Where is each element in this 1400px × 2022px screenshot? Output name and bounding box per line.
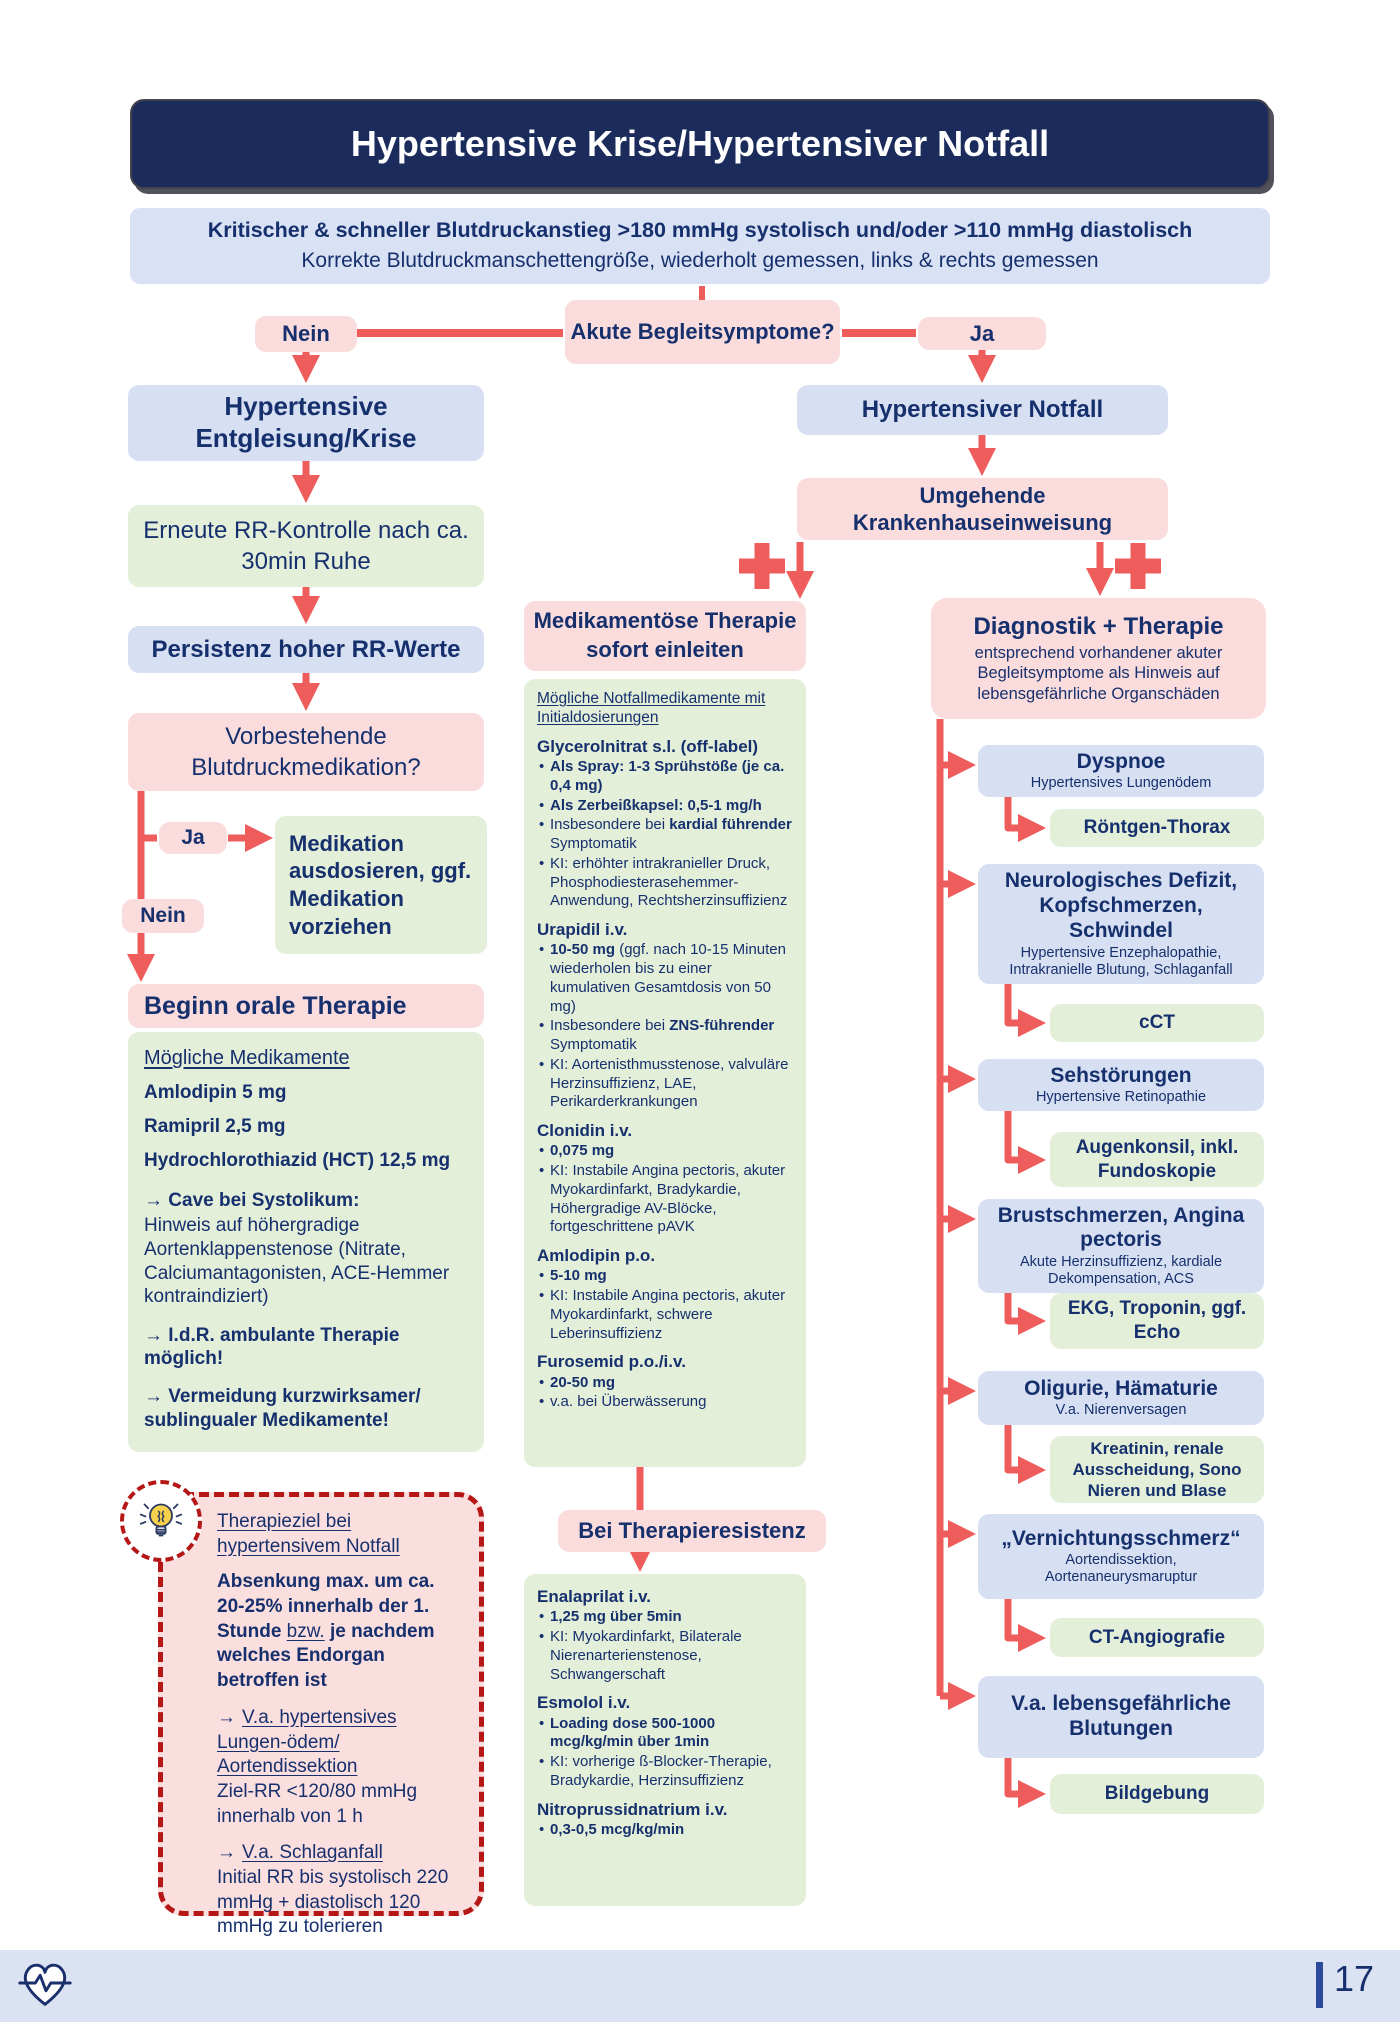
lightbulb-icon — [139, 1499, 183, 1543]
drug-bullet: • KI: erhöhter intrakranieller Druck, Phosphodiesterasehemmer-Anwendung, Rechtsherzinsuffizienz — [537, 855, 793, 911]
symptom-box-oligurie: Oligurie, Hämaturie V.a. Nierenversagen — [978, 1371, 1264, 1425]
drug-bullet: • 5-10 mg — [537, 1267, 793, 1286]
goal-heading: Therapieziel bei hypertensivem Notfall — [217, 1511, 400, 1557]
oral-med-item: Ramipril 2,5 mg — [144, 1115, 286, 1137]
recheck-box: Erneute RR-Kontrolle nach ca. 30min Ruhe — [128, 505, 484, 587]
workup-box-bildgebung: Bildgebung — [1050, 1774, 1264, 1814]
drug-bullet: • Als Spray: 1-3 Sprühstöße (je ca. 0,4 mg) — [537, 758, 793, 796]
drug-name: Enalaprilat i.v. — [537, 1587, 652, 1606]
drug-bullet: • Insbesondere bei ZNS-führender Symptomatik — [537, 1017, 793, 1055]
workup-box-kreatinin: Kreatinin, renale Ausscheidung, Sono Nieren und Blase — [1050, 1436, 1264, 1503]
premed-question-box: Vorbestehende Blutdruckmedikation? — [128, 713, 484, 791]
drug-name: Esmolol i.v. — [537, 1693, 631, 1713]
decision-yes-box: Ja — [918, 317, 1046, 350]
workup-box-roentgen: Röntgen-Thorax — [1050, 809, 1264, 847]
oral-med-item: Amlodipin 5 mg — [144, 1082, 287, 1103]
oral-meds-heading: Mögliche Medikamente — [144, 1047, 350, 1069]
drug-bullets — [537, 1267, 793, 1343]
cave-note-text: Hinweis auf höhergradige Aortenklappenstenose (Nitrate, Calciumantagonisten, ACE-Hemmer kontraindiziert) — [144, 1215, 450, 1308]
goal-case-stroke-text: Initial RR bis systolisch 220 mmHg + diastolisch 120 mmHg zu tolerieren — [217, 1866, 449, 1938]
premed-yes-box: Ja — [159, 822, 227, 854]
drug-bullet: • Insbesondere bei kardial führender Symptomatik — [537, 816, 793, 854]
drug-bullets — [537, 941, 793, 1112]
workup-box-ekg: EKG, Troponin, ggf. Echo — [1050, 1293, 1264, 1349]
avoid-note: → Vermeidung kurzwirksamer/ sublingualer Medikamente! — [144, 1386, 421, 1431]
outpatient-note: → I.d.R. ambulante Therapie möglich! — [144, 1325, 400, 1370]
drug-bullets — [537, 1821, 793, 1840]
symptom-box-dyspnoe: Dyspnoe Hypertensives Lungenödem — [978, 745, 1264, 797]
med-list-heading: Mögliche Notfallmedikamente mit Initialdosierungen — [537, 690, 766, 727]
plus-icon — [1115, 543, 1161, 589]
drug-bullet: • 0,3-0,5 mcg/kg/min — [537, 1821, 793, 1840]
diagnostics-header — [931, 598, 1266, 719]
drug-bullet: • KI: Myokardinfarkt, Bilaterale Nierenarterienstenose, Schwangerschaft — [537, 1628, 793, 1684]
diagnostics-subtitle: entsprechend vorhandener akuter Begleitsymptome als Hinweis auf lebensgefährliche Organschäden — [974, 644, 1223, 703]
drug-bullet: • Als Zerbeißkapsel: 0,5-1 mg/h — [537, 797, 793, 816]
decision-no-box: Nein — [255, 316, 357, 352]
drug-bullet: • 0,075 mg — [537, 1142, 793, 1161]
page-number-bar — [1316, 1962, 1323, 2008]
oral-med-item: Hydrochlorothiazid (HCT) 12,5 mg — [144, 1149, 451, 1171]
adjust-medication-box: Medikation ausdosieren, ggf. Medikation vorziehen — [275, 816, 487, 954]
symptom-box-sehstoerungen: Sehstörungen Hypertensive Retinopathie — [978, 1059, 1264, 1111]
drug-bullets — [537, 1715, 793, 1791]
heart-pulse-icon — [14, 1952, 76, 2014]
symptom-box-brustschmerzen: Brustschmerzen, Angina pectoris Akute Herzinsuffizienz, kardiale Dekompensation, ACS — [978, 1199, 1264, 1293]
goal-case-stroke: → V.a. Schlaganfall Initial RR bis systolisch 220 mmHg + diastolisch 120 mmHg zu tolerieren — [217, 1841, 465, 1940]
workup-box-ct-angiografie: CT-Angiografie — [1050, 1618, 1264, 1657]
resistance-header: Bei Therapieresistenz — [558, 1510, 826, 1552]
symptom-box-neuro: Neurologisches Defizit, Kopfschmerzen, Schwindel Hypertensive Enzephalopathie, Intrakranielle Blutung, Schlaganfall — [978, 864, 1264, 984]
drug-bullets — [537, 1374, 793, 1413]
symptom-box-vernichtungsschmerz: „Vernichtungsschmerz“ Aortendissektion, Aortenaneurysmaruptur — [978, 1514, 1264, 1599]
drug-name: Amlodipin p.o. — [537, 1246, 656, 1265]
drug-bullet: • v.a. bei Überwässerung — [537, 1393, 793, 1412]
drug-bullets — [537, 1608, 793, 1684]
lightbulb-badge — [120, 1480, 202, 1562]
emergency-box: Hypertensiver Notfall — [797, 385, 1168, 435]
goal-case-pulmonary: → V.a. hypertensives Lungen-ödem/ Aortendissektion Ziel-RR <120/80 mmHg innerhalb von 1 h — [217, 1706, 465, 1829]
symptom-box-blutungen: V.a. lebensgefährliche Blutungen — [978, 1676, 1264, 1758]
drug-bullet: • 1,25 mg über 5min — [537, 1608, 793, 1627]
criteria-line-1: Kritischer & schneller Blutdruckanstieg >180 mmHg systolisch und/oder >110 mmHg diastolisch — [207, 218, 1193, 243]
drug-bullet: • Loading dose 500-1000 mcg/kg/min über 1min — [537, 1715, 793, 1753]
drug-bullet: • 20-50 mg — [537, 1374, 793, 1393]
crisis-box: Hypertensive Entgleisung/Krise — [128, 385, 484, 461]
admission-box: Umgehende Krankenhauseinweisung — [797, 478, 1168, 540]
footer-bar — [0, 1950, 1400, 2022]
criteria-line-2: Korrekte Blutdruckmanschettengröße, wiederholt gemessen, links & rechts gemessen — [301, 249, 1099, 273]
goal-case-pulmonary-text: Ziel-RR <120/80 mmHg innerhalb von 1 h — [217, 1780, 418, 1827]
drug-bullet: • KI: Aortenisthmusstenose, valvuläre Herzinsuffizienz, LAE, Perikarderkrankungen — [537, 1056, 793, 1112]
page-number: 17 — [1334, 1958, 1375, 1999]
cave-note-heading: → Cave bei Systolikum: — [144, 1190, 360, 1212]
drug-name: Glycerolnitrat s.l. (off-label) — [537, 736, 759, 756]
workup-box-cct: cCT — [1050, 1004, 1264, 1042]
drug-bullet: • KI: vorherige ß-Blocker-Therapie, Bradykardie, Herzinsuffizienz — [537, 1753, 793, 1791]
drug-name: Nitroprussidnatrium i.v. — [537, 1799, 728, 1819]
emergency-meds-box — [524, 679, 806, 1467]
oral-therapy-header: Beginn orale Therapie — [128, 984, 484, 1028]
diagnostics-title: Diagnostik + Therapie — [973, 613, 1224, 641]
drug-bullet: • KI: Instabile Angina pectoris, akuter Myokardinfarkt, Bradykardie, Höhergradige AV-Blöcke, fortgeschrittene pAVK — [537, 1162, 793, 1237]
drug-bullet: • KI: Instabile Angina pectoris, akuter Myokardinfarkt, schwere Leberinsuffizienz — [537, 1287, 793, 1343]
oral-therapy-box — [128, 1032, 484, 1452]
medication-column-header: Medikamentöse Therapie sofort einleiten — [524, 601, 806, 671]
persistence-box: Persistenz hoher RR-Werte — [128, 626, 484, 673]
drug-bullets — [537, 1142, 793, 1237]
plus-icon — [739, 543, 785, 589]
drug-name: Furosemid p.o./i.v. — [537, 1352, 686, 1372]
therapy-goal-box — [158, 1492, 484, 1938]
drug-name: Urapidil i.v. — [537, 920, 628, 939]
page-title: Hypertensive Krise/Hypertensiver Notfall — [130, 99, 1270, 189]
decision-question-box: Akute Begleitsymptome? — [565, 300, 840, 364]
resistance-meds-box — [524, 1574, 806, 1906]
goal-rule: Absenkung max. um ca. 20-25% innerhalb der 1. Stunde bzw. je nachdem welches Endorgan betroffen ist — [217, 1571, 435, 1692]
criteria-banner — [130, 208, 1270, 284]
drug-bullet: • 10-50 mg (ggf. nach 10-15 Minuten wiederholen bis zu einer kumulativen Gesamtdosis von 50 mg) — [537, 941, 793, 1016]
drug-bullets — [537, 758, 793, 911]
workup-box-augenkonsil: Augenkonsil, inkl. Fundoskopie — [1050, 1132, 1264, 1187]
premed-no-box: Nein — [122, 899, 204, 933]
drug-name: Clonidin i.v. — [537, 1121, 633, 1140]
